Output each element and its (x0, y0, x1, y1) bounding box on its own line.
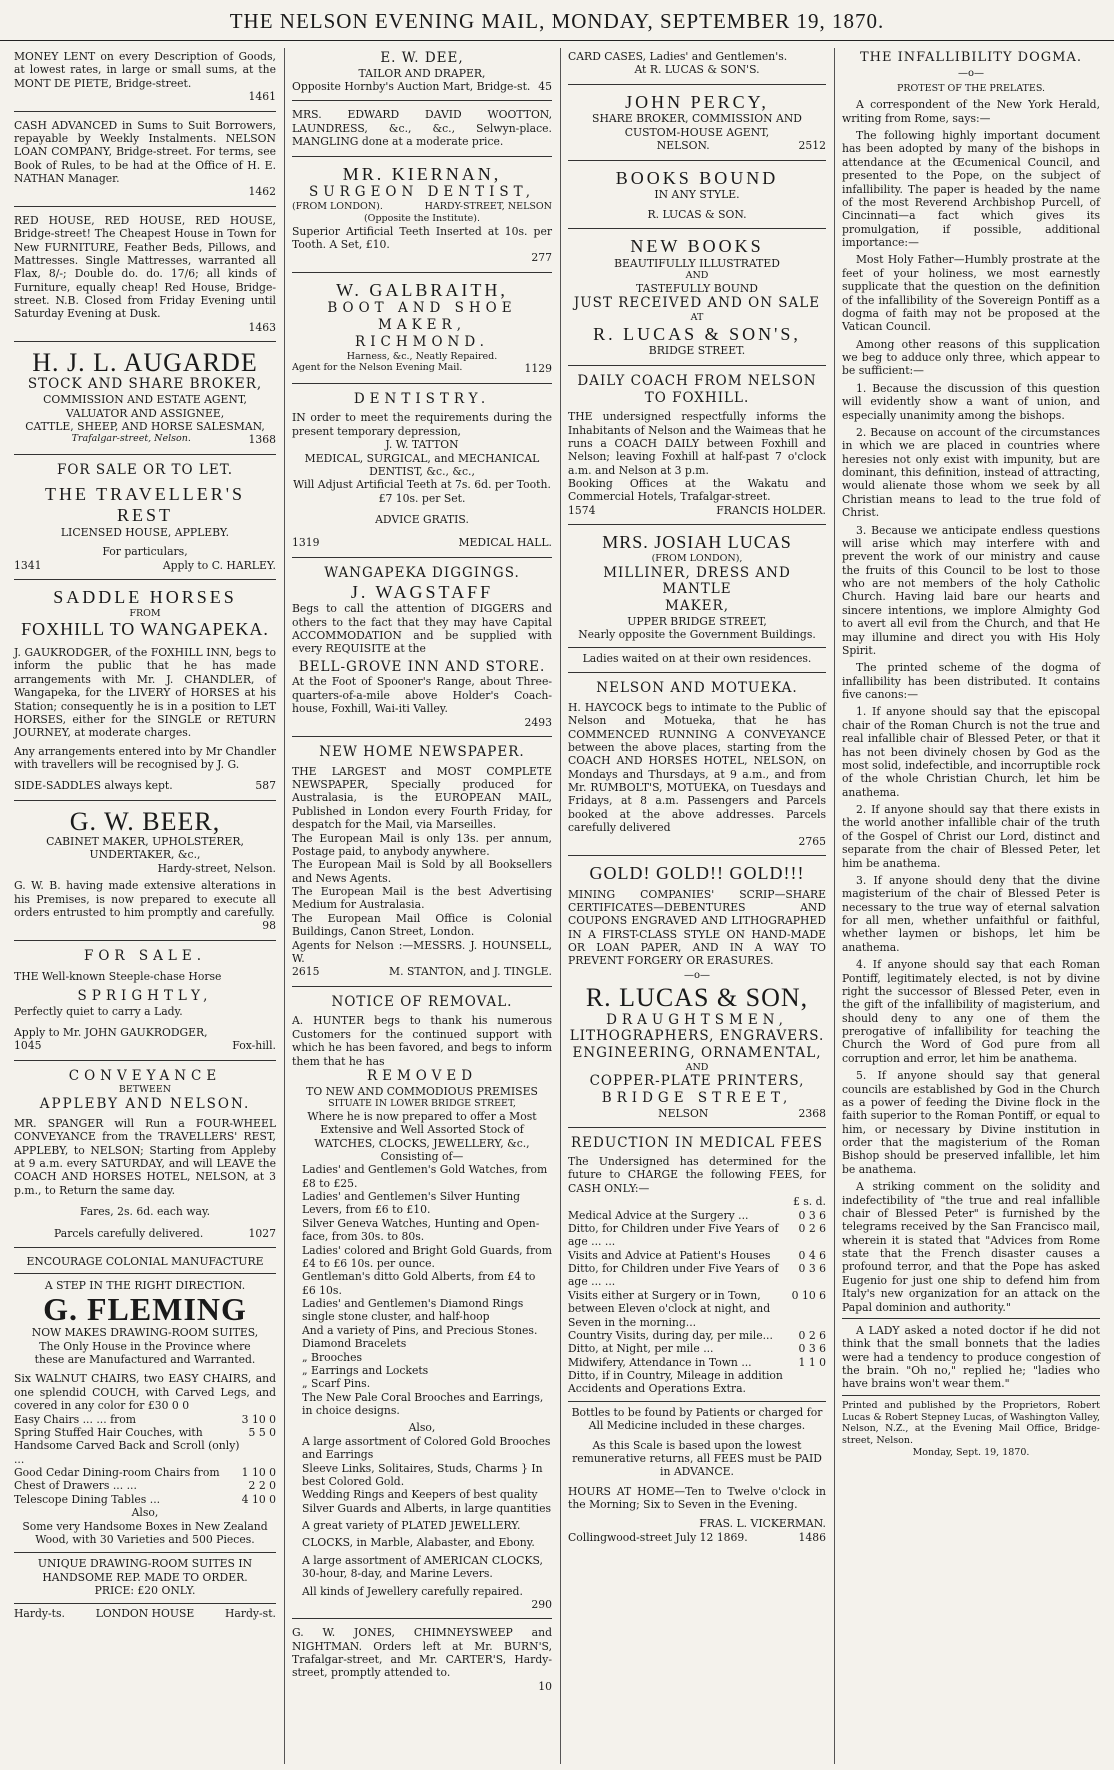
ad-number: 277 (531, 251, 552, 265)
article-paragraph: Most Holy Father—Humbly prostrate at the feet of your holiness, we most earnestly supplicate that the question on the definition of the infallibility of the Sovereign Pontiff as a dogma of faith may not be proposed at the Vatican Council. (842, 253, 1100, 334)
ad-number: 1045 (14, 1039, 42, 1053)
ad-title: G. FLEMING (43, 1290, 247, 1327)
ad-text: The Undersigned has determined for the future to CHARGE the following FEES, for CASH ONLY:— (568, 1155, 826, 1195)
price-value: 4 10 0 (241, 1492, 276, 1506)
ad-line: A STEP IN THE RIGHT DIRECTION. (14, 1273, 276, 1292)
article-paragraph: 4. If anyone should say that each Roman Pontiff, legitimately elected, is not by divine right the successor of Blessed Peter, even in the gift of the infallibility of magisterium, and should deny to any one of them the prerogative of infallibility for teaching the Church the Word of God pure from all corruption and error, let him be anathema. (842, 958, 1100, 1065)
ad-dentistry (292, 384, 552, 558)
ad-address: BRIDGE STREET. (648, 344, 746, 358)
ad-dee (292, 50, 552, 101)
fee-label: Visits and Advice at Patient's Houses (568, 1248, 771, 1262)
ad-address: Trafalgar-street, Nelson. (71, 433, 191, 445)
ad-text: The European Mail is the best Advertising Medium for Australasia. (292, 885, 552, 912)
ad-line: SITUATE IN LOWER BRIDGE STREET, (328, 1098, 516, 1110)
list-item: Ladies' colored and Bright Gold Guards, from £4 to £6 10s. per ounce. (302, 1243, 552, 1270)
ad-line: SIDE-SADDLES always kept. (14, 779, 173, 793)
ad-line: Nearly opposite the Government Buildings. (578, 628, 816, 642)
ad-line: NOW MAKES DRAWING-ROOM SUITES, (31, 1326, 259, 1340)
ad-line: BETWEEN (118, 1084, 172, 1096)
ad-number: 587 (255, 779, 276, 793)
price-row (14, 1426, 276, 1466)
ad-line: BOOT AND SHOE MAKER, (327, 300, 517, 334)
fee-value: 1 1 0 (798, 1355, 826, 1369)
ad-line: AND (685, 270, 709, 282)
fee-label: Ditto, for Children under Five Years of age ... ... (568, 1221, 779, 1249)
ad-line: VALUATOR AND ASSIGNEE, (65, 406, 225, 420)
ad-text: CARD CASES, Ladies' and Gentlemen's. (568, 50, 788, 63)
ad-line: (FROM LONDON), (651, 552, 743, 564)
ad-line: BEAUTIFULLY ILLUSTRATED (614, 256, 780, 270)
price-row (14, 1413, 276, 1426)
ad-number: 1462 (248, 185, 276, 199)
list-item: Diamond Bracelets (302, 1337, 407, 1351)
ad-title: FOXHILL TO WANGAPEKA. (21, 619, 269, 640)
ad-line: FRANCIS HOLDER. (716, 503, 826, 517)
ad-percy (568, 85, 826, 161)
fees-columns: £ s. d. (792, 1195, 826, 1209)
ad-line: (FROM LONDON). (292, 201, 383, 213)
list-item: Wedding Rings and Keepers of best quality (302, 1488, 538, 1502)
ad-for-sale-or-let (14, 455, 276, 580)
ad-heading: H. J. L. AUGARDE (32, 348, 258, 378)
fee-value: 0 2 6 (798, 1221, 826, 1235)
ad-nelson-motueka (568, 673, 826, 856)
ad-text: G. W. B. having made extensive alterations in his Premises, is now prepared to execute all orders entrusted to him promptly and carefully. (14, 879, 276, 919)
article-subtitle: PROTEST OF THE PRELATES. (896, 82, 1046, 94)
ad-text: G. W. JONES, CHIMNEYSWEEP and NIGHTMAN. Orders left at Mr. BURN'S, Trafalgar-street, and Mr. CARTER'S, Hardy-street, promptly attended to. (292, 1626, 552, 1680)
ad-heading: JOHN PERCY, (625, 91, 769, 112)
ad-line: AT (690, 311, 704, 323)
ad-text: Begs to call the attention of DIGGERS and others to the fact that they may have Capital ACCOMMODATION and be supplied with every REQUISITE at the (292, 602, 552, 656)
ad-heading: DENTISTRY. (353, 390, 491, 407)
ad-heading: W. GALBRAITH, (336, 279, 508, 300)
ad-line: ADVICE GRATIS. (375, 513, 469, 527)
ad-text: THE undersigned respectfully informs the Inhabitants of Nelson and the Waimeas that he runs a COACH DAILY between Foxhill and Nelson; leaving Foxhill at half-past 7 o'clock a.m. and Nelson at 3 p.m. (568, 410, 826, 477)
ad-line: STOCK AND SHARE BROKER, (27, 376, 263, 393)
ad-line: MEDICAL HALL. (458, 536, 552, 550)
list-item: All kinds of Jewellery carefully repaired. (302, 1584, 523, 1598)
ad-text: A. HUNTER begs to thank his numerous Customers for the continued support with which he has been favored, and begs to inform them that he has (292, 1014, 552, 1068)
ad-kiernan (292, 157, 552, 273)
article-paragraph: 2. Because on account of the circumstances in which we are placed in countries where heresies not only exist with impunity, but are dominant, this definition, instead of attracting, would alienate those whom we seek by all Christian means to lead to the true fold of Christ. (842, 425, 1100, 520)
ad-line: NELSON. (656, 139, 710, 153)
ad-conveyance (14, 1061, 276, 1248)
ad-number: 1574 (568, 503, 596, 517)
fee-label: Ditto, for Children under Five Years of age ... ... (568, 1262, 779, 1289)
ad-line: MEDICAL, SURGICAL, and MECHANICAL DENTIST, &c., &c., (304, 451, 540, 478)
fee-row (568, 1356, 826, 1369)
ad-saddle-horses (14, 580, 276, 801)
price-label: Telescope Dining Tables ... (14, 1492, 161, 1506)
ad-number: 2765 (798, 834, 826, 848)
list-item: Ladies' and Gentlemen's Gold Watches, from £8 to £25. (302, 1163, 548, 1190)
ad-heading: NOTICE OF REMOVAL. (331, 993, 513, 1010)
list-item: A large assortment of AMERICAN CLOCKS, 30-hour, 8-day, and Marine Levers. (302, 1553, 543, 1581)
article-paragraph: 1. Because the discussion of this question will evidently show a want of union, and especially unanimity among the bishops. (842, 381, 1100, 422)
ad-line: JUST RECEIVED AND ON SALE (573, 295, 821, 312)
ad-line: LONDON HOUSE (95, 1607, 195, 1621)
ad-lugarde (14, 342, 276, 455)
column-rule (834, 48, 835, 1764)
price-label: Chest of Drawers ... ... (14, 1479, 137, 1493)
fee-row (568, 1329, 826, 1342)
ad-line: Parcels carefully delivered. (54, 1226, 204, 1240)
separator: —o— (957, 68, 985, 80)
column-rule (560, 48, 561, 1764)
article-paragraph: A striking comment on the solidity and indefectibility of "the true and real infallible chair of Blessed Peter" is furnished by the telegrams received by the San Francisco mail, wherein it is stated that "Advices from Rome state that the French disaster causes a profound terror, and that the Pope has asked Eugenio for just one ship to defend him from Italy's new organization for an attack on the Papal dominion and authority." (842, 1180, 1100, 1314)
ad-line: LICENSED HOUSE, APPLEBY. (60, 525, 230, 539)
ad-line: PRICE: £20 ONLY. (94, 1584, 196, 1597)
list-item: „ Brooches (302, 1350, 363, 1364)
ad-line: CATTLE, SHEEP, AND HORSE SALESMAN, (25, 419, 265, 433)
ad-line: TAILOR AND DRAPER, (358, 66, 486, 80)
fee-value: 0 3 6 (798, 1342, 826, 1356)
article-paragraph: 3. If anyone should deny that the divine magisterium of the chair of Blessed Peter is necessary to the true way of eternal salvation for all men, whether unfaithful or faithful, whether laymen or bishops, let him be anathema. (842, 873, 1100, 954)
ad-medical-fees (568, 1128, 826, 1551)
price-label: Good Cedar Dining-room Chairs from (14, 1466, 220, 1479)
article-lady (842, 1318, 1100, 1391)
ad-number: 1368 (248, 433, 276, 447)
ad-line: WATCHES, CLOCKS, JEWELLERY, &c., (314, 1136, 530, 1150)
ad-text: The European Mail is only 13s. per annum, Postage paid, to anybody anywhere. (292, 831, 552, 858)
ad-heading: E. W. DEE, (380, 50, 464, 66)
ad-number: 1341 (14, 558, 42, 572)
ad-title: R. LUCAS & SON'S, (593, 323, 801, 344)
ad-line: LITHOGRAPHERS, ENGRAVERS. (569, 1028, 825, 1045)
ad-wootton (292, 101, 552, 156)
ad-line: (Opposite the Institute). (363, 212, 481, 224)
imprint (842, 1395, 1100, 1459)
ad-text: THE LARGEST and MOST COMPLETE NEWSPAPER, Specially produced for Australasia, is the EUROPEAN MAIL, Published in London every Fourth Friday, for despatch for the Mail, via Marseilles. (292, 764, 552, 832)
ad-text: Six WALNUT CHAIRS, two EASY CHAIRS, and one splendid COUCH, with Carved Legs, and covered in any color for £30 0 0 (14, 1372, 276, 1413)
ad-line: UNDERTAKER, &c., (89, 848, 201, 862)
ad-line: Will Adjust Artificial Teeth at 7s. 6d. per Tooth. £7 10s. per Set. (293, 478, 551, 505)
ad-for-sale-horse (14, 941, 276, 1061)
ad-address: Collingwood-street July 12 1869. (568, 1530, 748, 1544)
fee-label: Visits either at Surgery or in Town, between Eleven o'clock at night, and Seven in the morning... (568, 1288, 771, 1329)
ad-line: Fox-hill. (232, 1039, 276, 1053)
ad-line: COPPER-PLATE PRINTERS, (589, 1073, 805, 1090)
ad-line: SURGEON DENTIST, (309, 184, 535, 201)
separator: —o— (683, 969, 711, 981)
ad-line: SHARE BROKER, COMMISSION AND CUSTOM-HOUSE AGENT, (592, 112, 802, 139)
article-paragraph: 1. If anyone should say that the episcopal chair of the Roman Church is not the true and real infallible chair of Blessed Peter, or that it has not been divinely chosen by God as the most solid, indefectible, and incorruptible rock of the whole Christian Church, let him be anathema. (842, 705, 1100, 799)
column-2 (286, 50, 558, 1766)
column-3 (562, 50, 832, 1766)
fees-table (568, 1209, 826, 1370)
ad-line: BRIDGE STREET, (601, 1090, 793, 1107)
ad-books-bound (568, 161, 826, 229)
ad-heading: NEW HOME NEWSPAPER. (319, 743, 525, 760)
ad-line: Perfectly quiet to carry a Lady. (14, 1004, 183, 1018)
ad-wangapeka (292, 558, 552, 737)
ad-address: Opposite Hornby's Auction Mart, Bridge-st. (292, 80, 531, 94)
fee-value: 0 4 6 (798, 1248, 826, 1262)
price-label: Easy Chairs ... ... from (14, 1412, 136, 1426)
ad-text: HOURS AT HOME—Ten to Twelve o'clock in the Morning; Six to Seven in the Evening. (568, 1484, 826, 1512)
ad-line: Fares, 2s. 6d. each way. (79, 1205, 211, 1219)
ad-line: IN ANY STYLE. (654, 188, 740, 202)
ad-number: 1319 (292, 536, 320, 550)
column-4 (836, 50, 1106, 1766)
ad-text: CASH ADVANCED in Sums to Suit Borrowers, repayable by Weekly Instalments. NELSON LOAN COMPANY, Bridge-street. For terms, see Book of Rules, to be had at the Office of H. E. NATHAN Manager. (14, 118, 276, 185)
ad-line: FRAS. L. VICKERMAN. (699, 1517, 826, 1531)
ad-line: DRAUGHTSMEN, (606, 1011, 788, 1028)
fee-row (568, 1262, 826, 1289)
article-paragraph: The following highly important document has been adopted by many of the bishops in attendance at the Œcumenical Council, and presented to the Pope, on the subject of infallibility. The paper is headed by the name of the most Reverend Archbishop Purcell, of Cincinnati—a fact which gives its promulgation, if possible, additional importance:— (842, 129, 1100, 250)
ad-daily-coach (568, 366, 826, 525)
ad-title: THE TRAVELLER'S REST (44, 484, 246, 526)
ad-number: 2493 (524, 715, 552, 729)
ad-heading: NELSON AND MOTUEKA. (596, 680, 798, 697)
ad-line: For particulars, (102, 545, 188, 559)
ad-galbraith (292, 273, 552, 384)
price-value: 1 10 0 (241, 1466, 276, 1479)
ad-number: 2512 (798, 139, 826, 153)
ad-text: H. HAYCOCK begs to intimate to the Public of Nelson and Motueka, that he has COMMENCED RUNNING A CONVEYANCE between the above places, starting from the COACH AND HORSES HOTEL, NELSON, on Mondays and Thursdays, at 9 a.m., and from Mr. RUMBOLT'S, MOTUEKA, on Tuesdays and Fridays, at 8 a.m. Passengers and Parcels booked at the above addresses. Parcels carefully delivered (568, 700, 826, 835)
ad-number: 45 (538, 80, 552, 94)
ad-heading: BOOKS BOUND (615, 167, 779, 188)
ad-text: THE Well-known Steeple-chase Horse (14, 970, 222, 984)
ad-heading: GOLD! GOLD!! GOLD!!! (589, 862, 805, 883)
ad-title: APPLEBY AND NELSON. (39, 1096, 251, 1113)
ad-number: 98 (262, 919, 276, 933)
ad-card-cases (568, 50, 826, 85)
ad-line: Agent for the Nelson Evening Mail. (292, 362, 463, 374)
ad-line: MILLINER, DRESS AND MANTLE (603, 564, 791, 598)
ad-line: ENGINEERING, ORNAMENTAL, (572, 1044, 822, 1061)
ad-line: TASTEFULLY BOUND (636, 281, 758, 295)
ad-heading: CONVEYANCE (68, 1067, 222, 1084)
column-1 (8, 50, 282, 1766)
column-rule (284, 48, 285, 1764)
list-item: Gentleman's ditto Gold Alberts, from £4 to £6 10s. (302, 1270, 536, 1297)
ad-text: Agents for Nelson :—MESSRS. J. HOUNSELL, W. (292, 938, 552, 965)
list-item: And a variety of Pins, and Precious Stones. (302, 1323, 538, 1337)
ad-address: HARDY-STREET, NELSON (424, 201, 552, 213)
ad-number: 1463 (248, 320, 276, 334)
ad-line: TO NEW AND COMMODIOUS PREMISES (306, 1084, 538, 1098)
fee-value: 0 10 6 (791, 1288, 826, 1302)
fee-label: Medical Advice at the Surgery ... (568, 1208, 749, 1222)
ad-money-lent (14, 50, 276, 112)
ad-text: As this Scale is based upon the lowest remunerative returns, all FEES must be PAID in ADVANCE. (572, 1438, 822, 1479)
ad-text: The European Mail is Sold by all Booksellers and News Agents. (292, 858, 552, 885)
ad-number: 2615 (292, 965, 320, 979)
ad-line: MAKER, (665, 598, 729, 615)
fee-label: Midwifery, Attendance in Town ... (568, 1355, 752, 1369)
ad-text: MINING COMPANIES' SCRIP—SHARE CERTIFICATES—DEBENTURES AND COUPONS ENGRAVED AND LITHOGRAPHED IN A FIRST-CLASS STYLE ON HAND-MADE OR LOAN PAPER, AND IN A WAY TO PREVENT FORGERY OR ERASURES. (568, 887, 826, 968)
list-item: A great variety of PLATED JEWELLERY. (302, 1519, 521, 1533)
fee-row (568, 1222, 826, 1249)
ad-jones (292, 1619, 552, 1700)
price-label: Spring Stuffed Hair Couches, with Handsome Carved Back and Scroll (only) ... (14, 1425, 240, 1466)
ad-number: 1129 (524, 362, 552, 376)
ad-title: J. W. TATTON (385, 438, 459, 452)
ad-text: MR. SPANGER will Run a FOUR-WHEEL CONVEYANCE from the TRAVELLERS' REST, APPLEBY, to NELSON; Starting from Appleby at 9 a.m. every SATURDAY, and will LEAVE the COACH AND HORSES HOTEL, NELSON, at 3 p.m., to Return the same day. (14, 1116, 276, 1197)
fee-row (568, 1289, 826, 1329)
list-item: CLOCKS, in Marble, Alabaster, and Ebony. (302, 1536, 535, 1550)
article-paragraph: A LADY asked a noted doctor if he did not think that the small bonnets that the ladies were had a tendency to produce congestion of the brain. "Oh no," replied he; "ladies who have brains won't wear them." (842, 1323, 1100, 1391)
ad-line: BELL-GROVE INN AND STORE. (298, 658, 546, 675)
list-item: Silver Guards and Alberts, in large quantities (302, 1501, 552, 1515)
ad-text: Where he is now prepared to offer a Most Extensive and Well Assorted Stock of (307, 1109, 537, 1137)
ad-line: CABINET MAKER, UPHOLSTERER, (46, 835, 244, 849)
ad-number: 290 (531, 1597, 552, 1611)
ad-mrs-lucas (568, 525, 826, 673)
ad-number: 1486 (798, 1530, 826, 1544)
ad-line: RICHMOND. (355, 333, 489, 350)
ad-fleming (14, 1248, 276, 1628)
ad-text: RED HOUSE, RED HOUSE, RED HOUSE, Bridge-street! The Cheapest House in Town for New FURNITURE, Feather Beds, Pillows, and Mattresses. Single Mattresses, warranted all Flax, 8/-; Double do. do. 17/6; all kinds of Furniture, equally cheap! Red House, Bridge-street. N.B. Closed from Friday Evening until Saturday Evening at Dusk. (14, 213, 276, 321)
ad-line: Also, (408, 1421, 436, 1435)
article-paragraph: 5. If anyone should say that general councils are established by God in the Church as a power of feeding the Divine flock in the faith superior to the Roman Pontiff, or equal to him, or necessary by Divine institution in order that the magisterium of the Roman Bishop should be preserved infallible, let him be anathema. (842, 1069, 1100, 1176)
ad-line: Hardy-st. (224, 1607, 276, 1621)
fee-value: 0 3 6 (798, 1208, 826, 1222)
price-value: 5 5 0 (248, 1425, 276, 1439)
ad-red-house (14, 207, 276, 342)
fee-row (568, 1342, 826, 1355)
ad-text: IN order to meet the requirements during the present temporary depression, (292, 411, 552, 438)
ad-title: SPRIGHTLY, (77, 987, 213, 1004)
ad-heading: WANGAPEKA DIGGINGS. (324, 564, 520, 581)
ad-heading: FOR SALE OR TO LET. (56, 461, 234, 478)
imprint-date: Monday, Sept. 19, 1870. (912, 1446, 1030, 1458)
list-item: Ladies' and Gentlemen's Diamond Rings single stone cluster, and half-hoop (302, 1297, 524, 1324)
ad-text: Some very Handsome Boxes in New Zealand Wood, with 30 Varieties and 500 Pieces. (22, 1519, 268, 1546)
ad-line: R. LUCAS & SON. (647, 207, 747, 221)
price-row (14, 1493, 276, 1506)
article-title: THE INFALLIBILITY DOGMA. (860, 50, 1082, 65)
ad-text: MONEY LENT on every Description of Goods, at lowest rates, in large or small sums, at the MONT DE PIETE, Bridge-street. (14, 50, 276, 90)
ad-heading: DAILY COACH FROM NELSON TO FOXHILL. (577, 372, 817, 406)
ad-number: 10 (538, 1679, 552, 1693)
ad-line: AND (685, 1061, 709, 1073)
ad-line: The Only House in the Province where (39, 1339, 251, 1353)
list-item: Ladies' and Gentlemen's Silver Hunting Levers, from £6 to £10. (302, 1190, 521, 1217)
ad-beer (14, 801, 276, 941)
ad-text: Bottles to be found by Patients or charged for All Medicine included in these charges. (568, 1401, 826, 1433)
ad-line: M. STANTON, and J. TINGLE. (389, 965, 552, 979)
ad-line: UNIQUE DRAWING-ROOM SUITES IN HANDSOME REP. MADE TO ORDER. (14, 1552, 276, 1584)
ad-text: J. GAUKRODGER, of the FOXHILL INN, begs to inform the public that he has made arrangements with Mr. J. CHANDLER, of Wangapeka, for the LIVERY of HORSES at his Station; consequently he is in a position to LET HORSES, either for the SINGLE or RETURN JOURNEY, at moderate charges. (14, 646, 276, 740)
fee-row (568, 1209, 826, 1222)
ad-new-home-newspaper (292, 737, 552, 987)
list-item: Sleeve Links, Solitaires, Studs, Charms } In best Colored Gold. (302, 1461, 543, 1488)
ad-title: J. WAGSTAFF (350, 581, 494, 602)
list-item: The New Pale Coral Brooches and Earrings, in choice designs. (302, 1390, 544, 1418)
ad-heading: NEW BOOKS (630, 236, 764, 256)
ad-line: Apply to C. HARLEY. (162, 558, 276, 572)
article-paragraph: Among other reasons of this supplication we beg to adduce only three, which appear to be sufficient:— (842, 337, 1100, 378)
fee-value: 0 2 6 (798, 1328, 826, 1342)
ad-address: Hardy-street, Nelson. (157, 861, 276, 875)
ad-line: these are Manufactured and Warranted. (34, 1353, 256, 1366)
fee-label: Ditto, at Night, per mile ... (568, 1342, 714, 1356)
ad-text: Booking Offices at the Wakatu and Commercial Hotels, Trafalgar-street. (568, 477, 826, 504)
price-value: 3 10 0 (241, 1412, 276, 1426)
article-paragraph: A correspondent of the New York Herald, writing from Rome, says:— (842, 98, 1100, 125)
ad-address: UPPER BRIDGE STREET, (627, 614, 767, 628)
fee-label: Country Visits, during day, per mile... (568, 1328, 773, 1342)
ad-line: Apply to Mr. JOHN GAUKRODGER, (14, 1025, 208, 1039)
ad-number: 1027 (248, 1226, 276, 1240)
ad-cash-advanced (14, 112, 276, 207)
ad-line: REMOVED (366, 1067, 478, 1084)
ad-text: Ditto, if in Country, Mileage in addition Accidents and Operations Extra. (568, 1369, 783, 1396)
price-row (14, 1479, 276, 1492)
ad-title: R. LUCAS & SON, (585, 983, 809, 1013)
list-item: A large assortment of Colored Gold Brooches and Earrings (302, 1434, 551, 1462)
masthead: THE NELSON EVENING MAIL, MONDAY, SEPTEMBER 19, 1870. (0, 8, 1114, 41)
ad-text: Any arrangements entered into by Mr Chandler with travellers will be recognised by J. G. (14, 744, 276, 772)
ad-new-books (568, 229, 826, 366)
price-list (14, 1413, 276, 1507)
stock-list (292, 1435, 552, 1598)
ad-heading: MRS. JOSIAH LUCAS (602, 532, 792, 553)
article-paragraph: The printed scheme of the dogma of infallibility has been distributed. It contains five canons:— (842, 661, 1100, 702)
ad-text: MRS. EDWARD DAVID WOOTTON, LAUNDRESS, &c., &c., Selwyn-place. MANGLING done at a moderate price. (292, 108, 552, 149)
ad-number: 1461 (248, 90, 276, 104)
fee-row (568, 1249, 826, 1262)
price-value: 2 2 0 (248, 1479, 276, 1493)
ad-number: 2368 (798, 1106, 826, 1120)
ad-line: Harness, &c., Neatly Repaired. (346, 350, 498, 362)
ad-line: FROM (129, 607, 161, 619)
ad-text: The European Mail Office is Colonial Buildings, Canon Street, London. (292, 911, 552, 939)
ad-heading: ENCOURAGE COLONIAL MANUFACTURE (26, 1254, 264, 1268)
imprint-text: Printed and published by the Proprietors, Robert Lucas & Robert Stepney Lucas, of Washington Valley, Nelson, N.Z., at the Evening Mail Office, Bridge-street, Nelson. (842, 1399, 1100, 1447)
list-item: „ Earrings and Lockets (302, 1363, 429, 1377)
ad-heading: REDUCTION IN MEDICAL FEES (571, 1135, 823, 1152)
ad-gold-lucas (568, 856, 826, 1128)
ad-text: Superior Artificial Teeth Inserted at 10s. per Tooth. A Set, £10. (292, 224, 552, 251)
ad-line: Consisting of— (380, 1149, 464, 1163)
ad-line: Ladies waited on at their own residences. (568, 647, 826, 665)
ad-line: COMMISSION AND ESTATE AGENT, (43, 393, 247, 407)
ad-text: At the Foot of Spooner's Range, about Three-quarters-of-a-mile above Holder's Coach-house, Foxhill, Wai-iti Valley. (292, 675, 552, 716)
article-infallibility (842, 50, 1100, 1314)
article-paragraph: 3. Because we anticipate endless questions will arise which may interfere with and prevent the work of our ministry and cause the fruits of this Council to be lost to those who are not members of the holy Catholic Church. Having laid bare our hearts and sincere intentions, we implore Almighty God to avert all evil from the Church, and that He may illumine and direct you with His Holy Spirit. (842, 523, 1100, 657)
ad-line: At R. LUCAS & SON'S. (634, 63, 760, 77)
ad-heading: FOR SALE. (84, 947, 206, 964)
article-paragraph: 2. If anyone should say that there exists in the world another infallible chair of the truth of the Gospel of Christ our Lord, distinct and separate from the chair of Blessed Peter, let him be anathema. (842, 803, 1100, 870)
list-item: „ Scarf Pins. (302, 1377, 371, 1391)
ad-notice-of-removal (292, 987, 552, 1620)
ad-heading: SADDLE HORSES (53, 586, 237, 607)
stock-list (292, 1163, 552, 1417)
price-row (14, 1466, 276, 1479)
ad-heading: MR. KIERNAN, (342, 163, 502, 184)
ad-line: Hardy-ts. (14, 1607, 65, 1621)
ad-line: NELSON (658, 1106, 709, 1120)
ad-heading: G. W. BEER, (69, 806, 221, 836)
list-item: Silver Geneva Watches, Hunting and Open-face, from 30s. to 80s. (302, 1216, 540, 1244)
fee-value: 0 3 6 (798, 1262, 826, 1276)
ad-line: Also, (131, 1506, 159, 1520)
